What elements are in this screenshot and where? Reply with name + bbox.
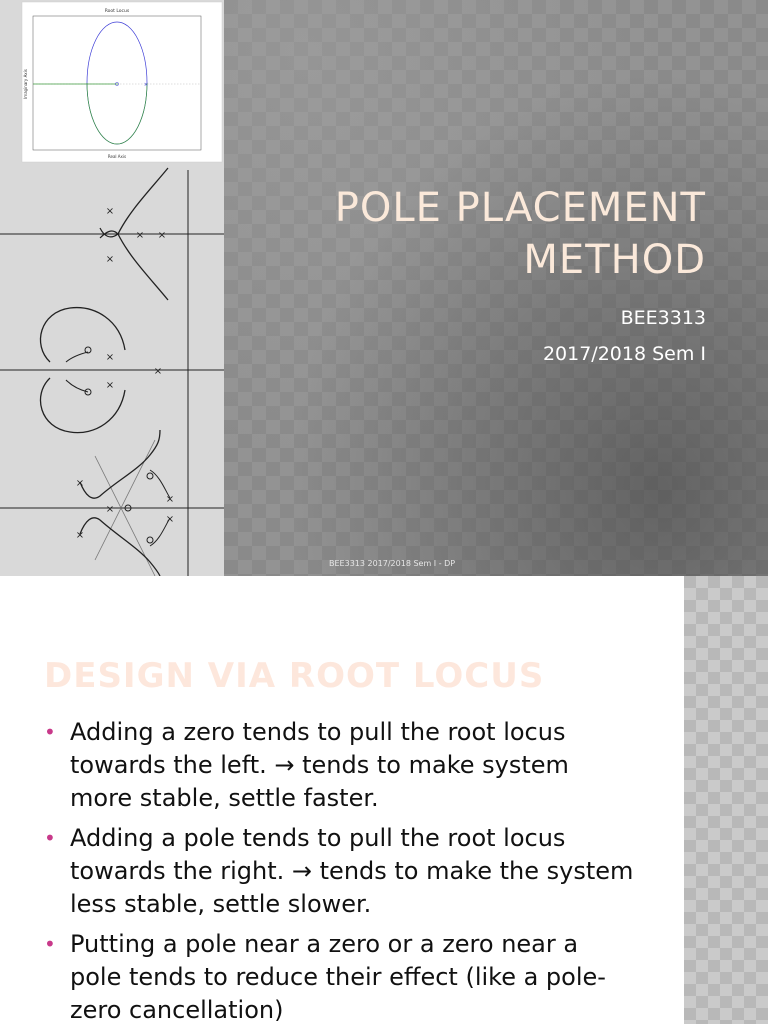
plot-title: Root Locus: [104, 9, 130, 14]
plot-ylabel: Imaginary Axis: [23, 69, 28, 99]
svg-text:×: ×: [165, 514, 175, 525]
slide-title-line-2: METHOD: [523, 237, 706, 283]
bullet-dot-icon: •: [44, 826, 56, 850]
svg-text:×: ×: [153, 366, 163, 377]
root-locus-sketch-2: [0, 300, 224, 440]
plot-xlabel: Real Axis: [107, 154, 127, 159]
root-locus-illustrations: [0, 0, 224, 576]
bullet-dot-icon: •: [44, 720, 56, 744]
svg-text:×: ×: [105, 380, 115, 391]
svg-text:×: ×: [105, 254, 115, 265]
slide-title: [335, 182, 706, 286]
svg-text:×: ×: [75, 478, 85, 489]
bullet-list: [44, 716, 634, 1024]
slide-title-line-1: POLE PLACEMENT: [334, 185, 706, 231]
course-code: BEE3313: [620, 307, 706, 329]
root-locus-sketch-3: [0, 430, 224, 576]
list-item: [44, 716, 634, 815]
slide2-title: DESIGN VIA ROOT LOCUS: [44, 656, 545, 696]
list-item-text: Adding a pole tends to pull the root locus towards the right. → tends to make the system less stable, settle slower.: [70, 824, 634, 918]
bullet-dot-icon: •: [44, 932, 56, 956]
matlab-root-locus-plot: [22, 2, 222, 162]
list-item-text: Putting a pole near a zero or a zero near a pole tends to reduce their effect (like a pole-zero cancellation): [70, 930, 606, 1024]
list-item: [44, 822, 634, 921]
slide-footer: BEE3313 2017/2018 Sem I - DP: [329, 559, 456, 568]
svg-text:×: ×: [165, 494, 175, 505]
root-locus-sketch-1: [0, 168, 224, 300]
session-label: 2017/2018 Sem I: [542, 343, 706, 365]
list-item-text: Adding a zero tends to pull the root locus towards the left. → tends to make system more stable, settle faster.: [70, 718, 569, 812]
svg-text:×: ×: [105, 206, 115, 217]
svg-text:×: ×: [105, 352, 115, 363]
decorative-stripe: [684, 576, 768, 1024]
list-item: [44, 928, 634, 1024]
slide-subtitle: [543, 300, 706, 372]
svg-text:×: ×: [157, 230, 167, 241]
svg-text:×: ×: [105, 504, 115, 515]
svg-text:×: ×: [135, 230, 145, 241]
content-slide: [0, 576, 768, 1024]
root-locus-illustration-panel: [0, 0, 224, 576]
title-background: [224, 0, 768, 576]
svg-text:×: ×: [75, 530, 85, 541]
svg-text:×: ×: [143, 82, 149, 88]
